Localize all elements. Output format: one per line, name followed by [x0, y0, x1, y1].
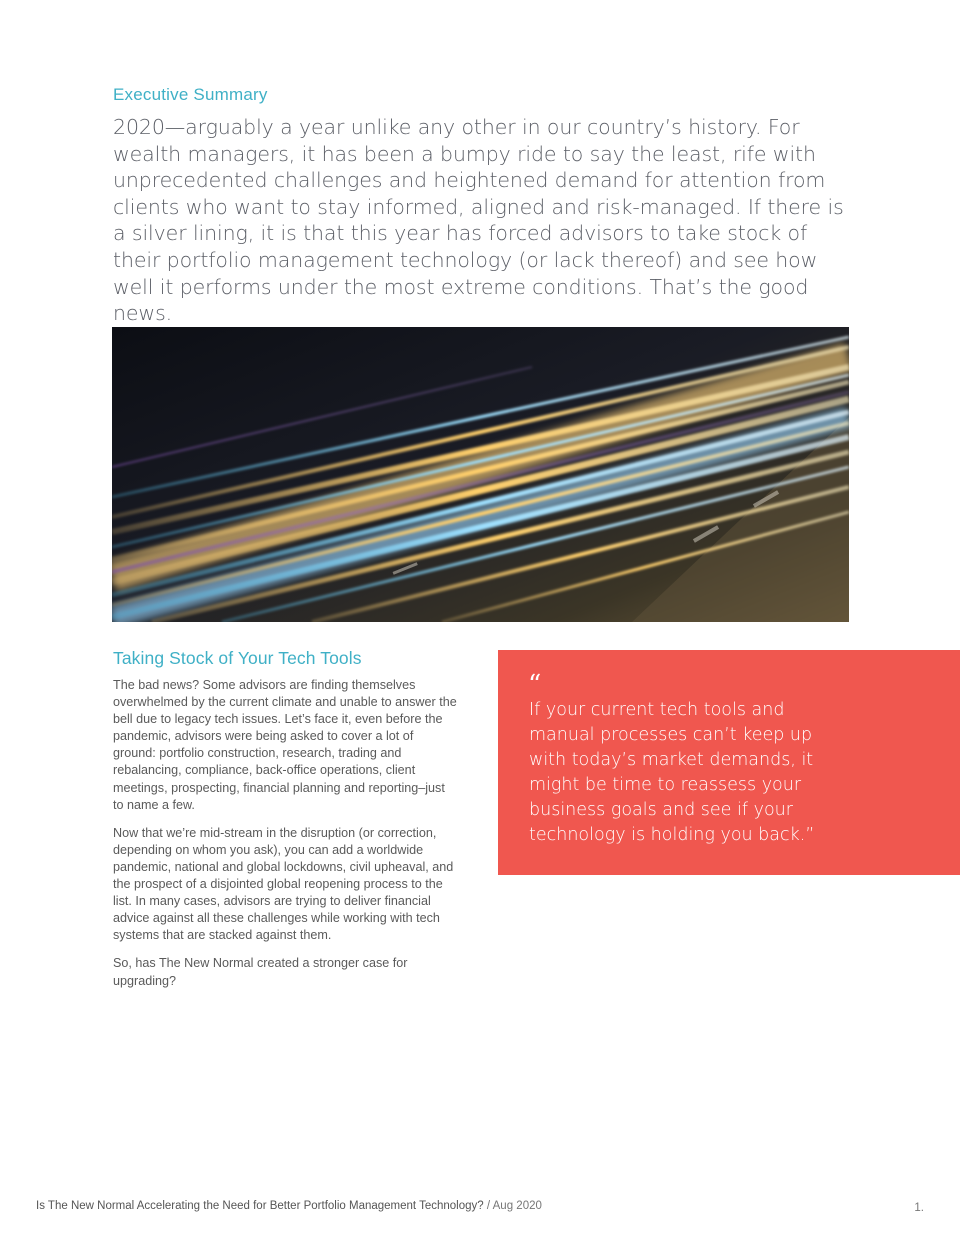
body-paragraph-2: Now that we’re mid-stream in the disruption (or correction, depending on whom you ask), you can add a worldwide pandemic, national and global lockdowns, civil upheaval, and the prospect of a disjointed global reopening process to the list. In many cases, advisors are trying to deliver financial advice against all these challenges while working with tech systems that are stacked against them.	[113, 825, 454, 943]
pull-quote-text: If your current tech tools and manual processes can’t keep up with today’s market demands, it might be time to reassess your business goals and see if your technology is holding you back.”	[529, 700, 815, 845]
quote-mark-icon: “	[528, 670, 542, 700]
sub-heading-tech-tools: Taking Stock of Your Tech Tools	[113, 648, 362, 668]
body-paragraph-3: So, has The New Normal created a stronger case for upgrading?	[113, 956, 408, 988]
intro-paragraph: 2020—arguably a year unlike any other in our country’s history. For wealth managers, it has been a bumpy ride to say the least, rife with unprecedented challenges and heightened demand for attention from clients who want to stay informed, aligned and risk-managed. If there is a silver lining, it is that this year has forced advisors to take stock of their portfolio management technology (or lack thereof) and see how well it performs under the most extreme conditions. That’s the good news.	[113, 115, 844, 326]
footer-title-text: Is The New Normal Accelerating the Need for Better Portfolio Management Technology?	[36, 1200, 484, 1212]
body-paragraph-1: The bad news? Some advisors are finding themselves overwhelmed by the current climate and unable to answer the bell due to legacy tech issues. Let’s face it, even before the pandemic, advisors were being asked to cover a lot of ground: portfolio construction, research, trading and rebalancing, compliance, back-office operations, client meetings, prospecting, financial planning and reporting–just to name a few.	[113, 678, 457, 812]
body-column	[113, 677, 458, 1001]
footer-document-title	[36, 1200, 542, 1212]
page-number: 1.	[914, 1202, 924, 1214]
footer-date: / Aug 2020	[483, 1200, 542, 1212]
section-label-executive-summary: Executive Summary	[113, 85, 268, 104]
hero-image-light-trails	[112, 327, 849, 622]
pull-quote-box	[498, 650, 960, 875]
